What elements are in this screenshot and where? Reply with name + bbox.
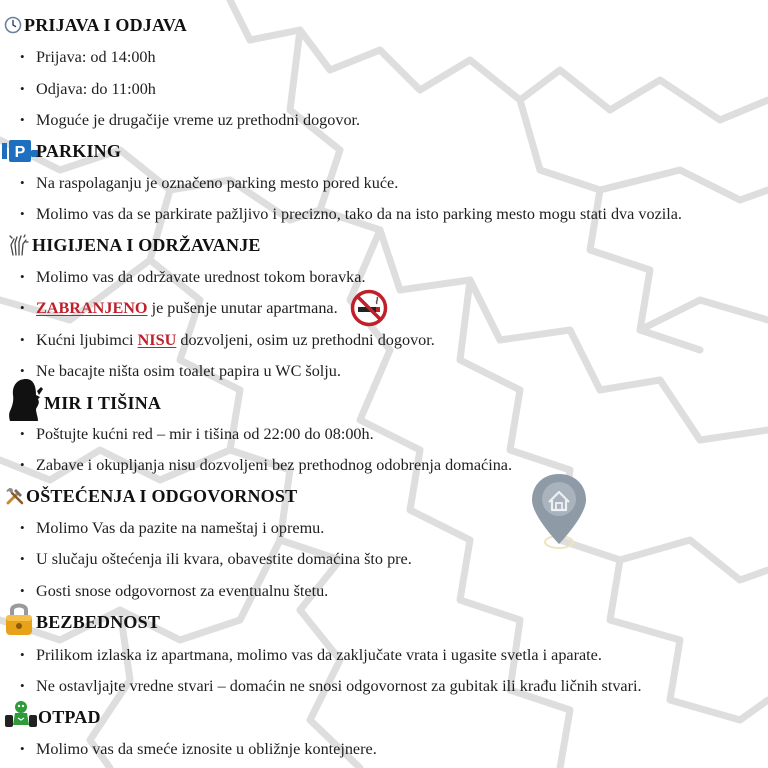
list-item: • Molimo vas da smeće iznosite u obližnje kontejnere. bbox=[20, 739, 377, 758]
shush-silhouette-icon bbox=[8, 377, 44, 421]
list-item: • Prilikom izlaska iz apartmana, molimo vas da zaključate vrata i ugasite svetla i aparate. bbox=[20, 645, 602, 664]
list-item: • Poštujte kućni red – mir i tišina od 22:00 do 08:00h. bbox=[20, 424, 374, 443]
tools-icon bbox=[4, 486, 26, 506]
section-title-parking: PARKING bbox=[36, 140, 122, 161]
list-item: • Ne bacajte ništa osim toalet papira u WC šolju. bbox=[20, 361, 341, 380]
cleaning-hands-icon bbox=[6, 233, 32, 257]
list-item: • Molimo Vas da pazite na nameštaj i opremu. bbox=[20, 518, 325, 537]
emphasis-forbidden: ZABRANJENO bbox=[36, 298, 148, 317]
parking-sign-icon bbox=[2, 140, 40, 162]
section-title-security: BEZBEDNOST bbox=[36, 611, 161, 632]
list-item: • Na raspolaganju je označeno parking mesto pored kuće. bbox=[20, 173, 399, 192]
section-heading-parking bbox=[2, 138, 121, 164]
recycling-mascot-icon bbox=[4, 699, 38, 731]
section-title-quiet: MIR I TIŠINA bbox=[44, 392, 162, 413]
list-item: • Kućni ljubimci NISU dozvoljeni, osim uz prethodni dogovor. bbox=[20, 330, 435, 349]
list-item: • ZABRANJENO je pušenje unutar apartmana. bbox=[20, 295, 388, 321]
svg-text:P: P bbox=[14, 144, 26, 161]
list-item: • Moguće je drugačije vreme uz prethodni dogovor. bbox=[20, 110, 361, 129]
list-item: • Molimo vas da održavate urednost tokom boravka. bbox=[20, 267, 366, 286]
section-title-hygiene: HIGIJENA I ODRŽAVANJE bbox=[32, 234, 261, 255]
no-smoking-icon bbox=[350, 289, 388, 327]
section-title-damages: OŠTEĆENJA I ODGOVORNOST bbox=[26, 485, 298, 506]
list-item: • Ne ostavljajte vredne stvari – domaćin ne snosi odgovornost za gubitak ili krađu ličnih stvari. bbox=[20, 676, 642, 695]
list-item: • Molimo vas da se parkirate pažljivo i precizno, tako da na isto parking mesto mogu stati dva vozila. bbox=[20, 204, 682, 223]
clock-icon bbox=[2, 16, 24, 34]
section-title-checkin: PRIJAVA I ODJAVA bbox=[24, 14, 187, 35]
section-heading-checkin bbox=[2, 12, 187, 38]
list-item: • Gosti snose odgovornost za eventualnu štetu. bbox=[20, 581, 329, 600]
padlock-icon bbox=[2, 600, 36, 636]
emphasis-not-allowed: NISU bbox=[137, 330, 177, 349]
section-title-waste: OTPAD bbox=[38, 706, 101, 727]
list-item: • U slučaju oštećenja ili kvara, obavestite domaćina što pre. bbox=[20, 549, 412, 568]
list-item: • Prijava: od 14:00h bbox=[20, 47, 156, 66]
section-heading-quiet bbox=[8, 390, 161, 416]
section-heading-hygiene bbox=[6, 232, 261, 258]
section-heading-waste bbox=[4, 704, 101, 730]
section-heading-security bbox=[2, 609, 160, 635]
list-item: • Zabave i okupljanja nisu dozvoljeni bez prethodnog odobrenja domaćina. bbox=[20, 455, 513, 474]
section-heading-damages bbox=[4, 483, 297, 509]
list-item: • Odjava: do 11:00h bbox=[20, 79, 156, 98]
